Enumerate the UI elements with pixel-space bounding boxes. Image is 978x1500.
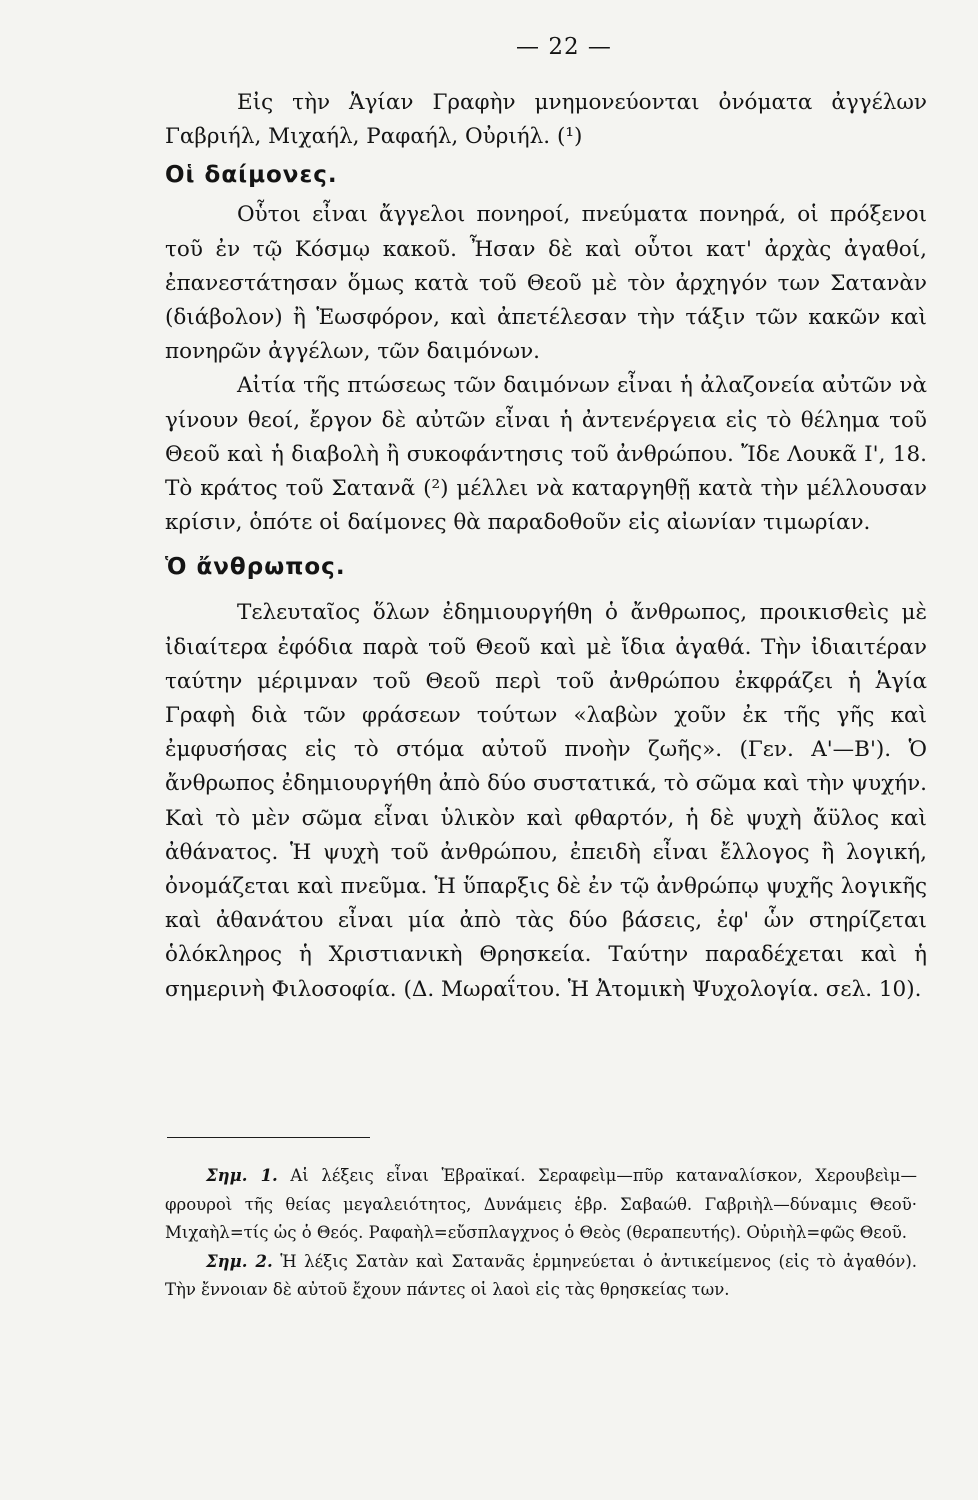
footnote-2-text: Ἡ λέξις Σατὰν καὶ Σατανᾶς ἑρμηνεύεται ὁ ἀντικείμενος (εἰς τὸ ἀγαθόν). Τὴν ἔννοιαν δὲ αὐτοῦ ἔχουν πάντες οἱ λαοὶ εἰς τὰς θρησκείας των. bbox=[165, 1251, 918, 1299]
footnote-2 bbox=[165, 1248, 917, 1305]
footnote-1-text: Αἱ λέξεις εἶναι Ἑβραϊκαί. Σεραφεὶμ—πῦρ καταναλίσκον, Χερουβεὶμ—φρουροὶ τῆς θείας μεγαλειότητος, Δυνάμεις ἑβρ. Σαβαώθ. Γαβριὴλ—δύναμις Θεοῦ· Μιχαὴλ=τίς ὡς ὁ Θεός. Ραφαὴλ=εὔσπλαγχνος ὁ Θεὸς (θεραπευτής). Οὐριὴλ=φῶς Θεοῦ. bbox=[165, 1166, 917, 1242]
paragraph-man-1: Τελευταῖος ὅλων ἐδημιουργήθη ὁ ἄνθρωπος, προικισθεὶς μὲ ἰδιαίτερα ἐφόδια παρὰ τοῦ Θεοῦ καὶ μὲ ἴδια ἀγαθά. Τὴν ἰδιαιτέραν ταύτην μέριμναν τοῦ Θεοῦ περὶ τοῦ ἀνθρώπου ἐκφράζει ἡ Ἁγία Γραφὴ διὰ τῶν φράσεων τούτων «λαβὼν χοῦν ἐκ τῆς γῆς καὶ ἐμφυσήσας εἰς τὸ στόμα αὐτοῦ πνοὴν ζωῆς». (Γεν. Α'—Β'). Ὁ ἄνθρωπος ἐδημιουργήθη ἀπὸ δύο συστατικά, τὸ σῶμα καὶ τὴν ψυχήν. Καὶ τὸ μὲν σῶμα εἶναι ὑλικὸν καὶ φθαρτόν, ἡ δὲ ψυχὴ ἄϋλος καὶ ἀθάνατος. Ἡ ψυχὴ τοῦ ἀνθρώπου, ἐπειδὴ εἶναι ἔλλογος ἢ λογική, ὀνομάζεται καὶ πνεῦμα. Ἡ ὕπαρξις δὲ ἐν τῷ ἀνθρώπῳ ψυχῆς λογικῆς καὶ ἀθανάτου εἶναι μία ἀπὸ τὰς δύο βάσεις, ἐφ' ὧν στηρίζεται ὁλόκληρος ἡ Χριστιανικὴ Θρησκεία. Ταύτην παραδέχεται καὶ ἡ σημερινὴ Φιλοσοφία. (Δ. Μωραΐτου. Ἡ Ἀτομικὴ Ψυχολογία. σελ. 10). bbox=[165, 600, 927, 1002]
footnote-1-marker: Σημ. 1. bbox=[206, 1166, 278, 1185]
paragraph-demons-1: Οὗτοι εἶναι ἄγγελοι πονηροί, πνεύματα πονηρά, οἱ πρόξενοι τοῦ ἐν τῷ Κόσμῳ κακοῦ. Ἦσαν δὲ καὶ οὗτοι κατ' ἀρχὰς ἀγαθοί, ἐπανεστάτησαν ὅμως κατὰ τοῦ Θεοῦ μὲ τὸν ἀρχηγόν των Σατανὰν (διάβολον) ἢ Ἑωσφόρον, καὶ ἀπετέλεσαν τὴν τάξιν τῶν κακῶν καὶ πονηρῶν ἀγγέλων, τῶν δαιμόνων. bbox=[165, 202, 927, 365]
paragraph-demons-2: Αἰτία τῆς πτώσεως τῶν δαιμόνων εἶναι ἡ ἀλαζονεία αὐτῶν νὰ γίνουν θεοί, ἔργον δὲ αὐτῶν εἶναι ἡ ἀντενέργεια εἰς τὸ θέλημα τοῦ Θεοῦ καὶ ἡ διαβολὴ ἢ συκοφάντησις τοῦ ἀνθρώπου. Ἴδε Λουκᾶ Ι', 18. Τὸ κράτος τοῦ Σατανᾶ (²) μέλλει νὰ καταργηθῇ κατὰ τὴν μέλλουσαν κρίσιν, ὁπότε οἱ δαίμονες θὰ παραδοθοῦν εἰς αἰωνίαν τιμωρίαν. bbox=[165, 373, 927, 536]
footnote-separator-rule bbox=[167, 1137, 370, 1138]
footnotes bbox=[165, 1162, 917, 1305]
heading-man: Ὁ ἄνθρωπος. bbox=[165, 554, 346, 581]
page-number: — 22 — bbox=[516, 34, 612, 60]
footnote-1 bbox=[165, 1162, 917, 1248]
main-text bbox=[165, 86, 927, 1007]
footnote-2-marker: Σημ. 2. bbox=[206, 1251, 273, 1271]
paragraph-angels-names: Εἰς τὴν Ἁγίαν Γραφὴν μνημονεύονται ὀνόματα ἀγγέλων Γαβριήλ, Μιχαήλ, Ραφαήλ, Οὐριήλ. (¹) bbox=[165, 90, 927, 150]
heading-demons: Οἱ δαίμονες. bbox=[165, 162, 338, 189]
